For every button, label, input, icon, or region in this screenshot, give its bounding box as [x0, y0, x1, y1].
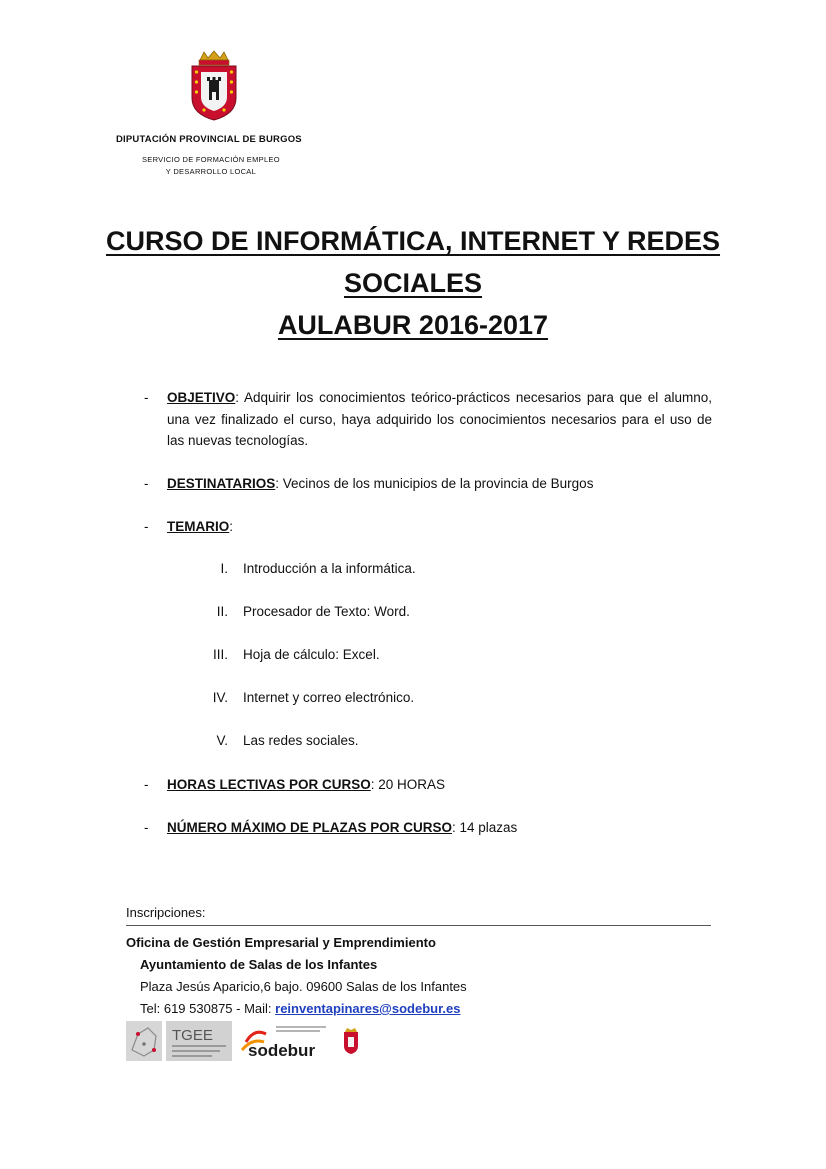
- org-service-line2: Y DESARROLLO LOCAL: [165, 167, 257, 176]
- list-item-number: III.: [212, 647, 228, 662]
- destinatarios-paragraph: [167, 473, 712, 495]
- document-title: [0, 220, 826, 346]
- plazas-paragraph: [167, 817, 712, 839]
- address: Plaza Jesús Aparicio,6 bajo. 09600 Salas de los Infantes: [140, 979, 467, 994]
- list-item-number: II.: [216, 604, 228, 619]
- email-link[interactable]: reinventapinares@sodebur.es: [275, 1001, 461, 1016]
- list-item-text: Las redes sociales.: [243, 733, 359, 748]
- bullet-dash: -: [144, 476, 149, 491]
- phone-text: Tel: 619 530875 - Mail:: [140, 1001, 276, 1016]
- list-item-text: Procesador de Texto: Word.: [243, 604, 410, 619]
- small-crest-icon: [344, 1028, 358, 1054]
- temario-colon: :: [229, 519, 234, 534]
- destinatarios-label: DESTINATARIOS: [167, 476, 276, 491]
- list-item-number: IV.: [212, 690, 228, 705]
- ayuntamiento-name: Ayuntamiento de Salas de los Infantes: [140, 957, 378, 972]
- org-service-line1: SERVICIO DE FORMACIÓN EMPLEO: [142, 155, 280, 164]
- horas-paragraph: [167, 774, 712, 796]
- list-item-text: Hoja de cálculo: Excel.: [243, 647, 380, 662]
- temario-paragraph: [167, 516, 712, 538]
- bullet-dash: -: [144, 777, 149, 792]
- footer-divider: [126, 925, 711, 926]
- title-line1: CURSO DE INFORMÁTICA, INTERNET Y REDES: [105, 226, 721, 256]
- bullet-dash: -: [144, 820, 149, 835]
- contact-line: [140, 1001, 461, 1016]
- tgee-logo-text: TGEE: [172, 1027, 213, 1044]
- inscripciones-label: Inscripciones:: [126, 905, 206, 920]
- plazas-text: : 14 plazas: [452, 820, 518, 835]
- objetivo-text: : Adquirir los conocimientos teórico-prácticos necesarios para que el alumno, una vez finalizado el curso, haya adquirido los conocimientos necesarios para el uso de las nuevas tecnologías.: [167, 390, 712, 448]
- plazas-label: NÚMERO MÁXIMO DE PLAZAS POR CURSO: [167, 820, 453, 835]
- objetivo-label: OBJETIVO: [167, 390, 236, 405]
- office-name: Oficina de Gestión Empresarial y Emprendimiento: [126, 935, 436, 950]
- map-logo-icon: [126, 1021, 162, 1061]
- sodebur-logo-text: sodebur: [248, 1041, 316, 1060]
- org-service: [142, 154, 280, 178]
- list-item-text: Internet y correo electrónico.: [243, 690, 415, 705]
- temario-label: TEMARIO: [167, 519, 230, 534]
- coat-of-arms-icon: [184, 50, 244, 122]
- title-line3: AULABUR 2016-2017: [277, 310, 549, 340]
- sodebur-logo: [242, 1026, 326, 1060]
- objetivo-paragraph: [167, 387, 712, 452]
- bullet-dash: -: [144, 519, 149, 534]
- org-name: DIPUTACIÓN PROVINCIAL DE BURGOS: [116, 134, 302, 145]
- footer-logos: [126, 1020, 366, 1062]
- horas-text: : 20 HORAS: [370, 777, 446, 792]
- title-line2: SOCIALES: [343, 268, 483, 298]
- tgee-logo: [166, 1021, 232, 1061]
- list-item-text: Introducción a la informática.: [243, 561, 416, 576]
- horas-label: HORAS LECTIVAS POR CURSO: [167, 777, 371, 792]
- list-item-number: V.: [216, 733, 228, 748]
- destinatarios-text: : Vecinos de los municipios de la provincia de Burgos: [275, 476, 594, 491]
- list-item-number: I.: [220, 561, 228, 576]
- bullet-dash: -: [144, 390, 149, 405]
